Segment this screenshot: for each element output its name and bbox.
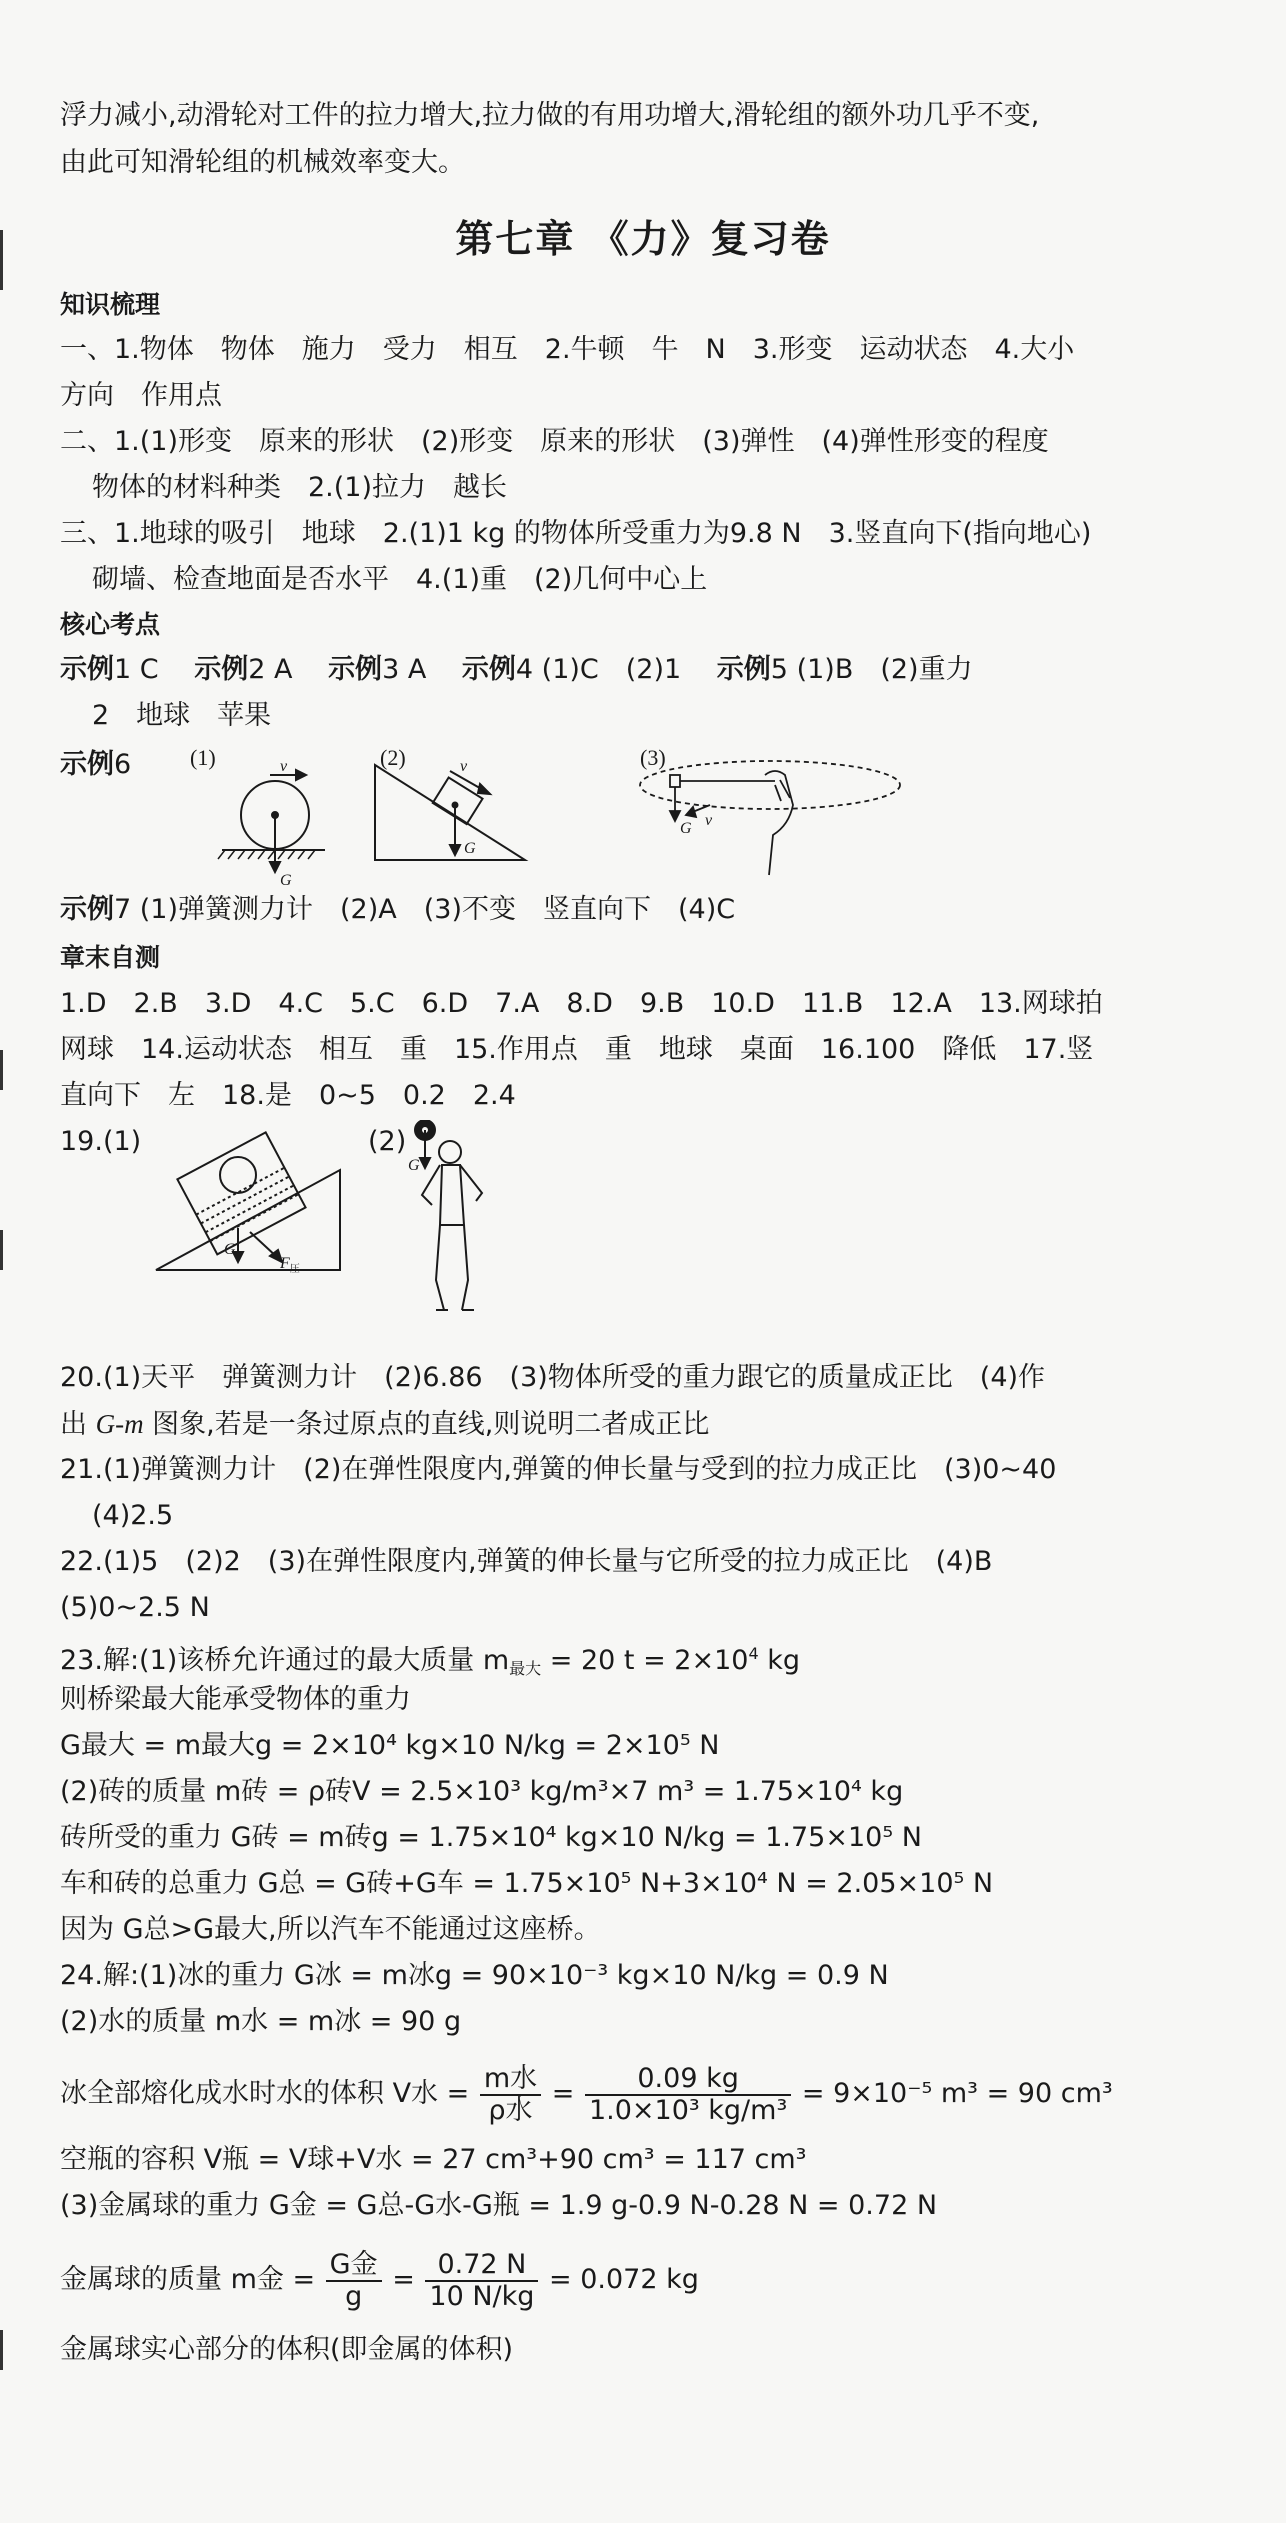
example-answer: A	[265, 654, 320, 685]
text-fragment: 金属球的质量 m金 =	[60, 2264, 324, 2295]
equation-line: (2)水的质量 m水 = m冰 = 90 g	[60, 2006, 462, 2037]
fraction	[326, 2250, 382, 2312]
example-num: 4	[515, 654, 534, 685]
velocity-label: v	[705, 812, 713, 829]
text-line: 直向下 左 18.是 0~5 0.2 2.4	[60, 1080, 516, 1111]
text-line: 由此可知滑轮组的机械效率变大。	[60, 147, 465, 178]
equation-line: 砖所受的重力 G砖 = m砖g = 1.75×10⁴ kg×10 N/kg = 1.75×10⁵ N	[60, 1822, 922, 1853]
gravity-label: G	[464, 840, 476, 857]
velocity-label: v	[460, 758, 468, 775]
example-num: 5	[770, 654, 788, 685]
example-answer: (1)C (2)1	[533, 654, 709, 685]
text-line: 22.(1)5 (2)2 (3)在弹性限度内,弹簧的伸长量与它所受的拉力成正比 (4)B	[60, 1546, 993, 1577]
binding-edge-mark	[0, 2330, 3, 2370]
example-answer: (1)弹簧测力计 (2)A (3)不变 竖直向下 (4)C	[131, 894, 736, 925]
block-on-incline-figure	[375, 765, 525, 860]
fraction	[425, 2250, 538, 2312]
example-label: 示例	[328, 654, 383, 685]
equation-line: 车和砖的总重力 G总 = G砖+G车 = 1.75×10⁵ N+3×10⁴ N = 2.05×10⁵ N	[60, 1868, 994, 1899]
text-line	[60, 1404, 709, 1445]
numerator: G金	[326, 2250, 382, 2282]
example-label: 示例	[60, 749, 114, 780]
example-label: 示例	[60, 894, 114, 925]
text-line: 则桥梁最大能承受物体的重力	[60, 1684, 411, 1715]
q19-label: 19.(1)	[60, 1126, 142, 1157]
example-num: 1	[114, 654, 132, 685]
equation-line: (2)砖的质量 m砖 = ρ砖V = 2.5×10³ kg/m³×7 m³ = 1.75×10⁴ kg	[60, 1776, 904, 1807]
text-fragment: 图象,若是一条过原点的直线,则说明二者成正比	[143, 1409, 710, 1440]
text-line: 1.D 2.B 3.D 4.C 5.C 6.D 7.A 8.D 9.B 10.D 11.B 12.A 13.网球拍	[60, 988, 1103, 1019]
gravity-label: G	[680, 820, 692, 837]
numerator: 0.72 N	[425, 2250, 538, 2282]
denominator: g	[345, 2280, 363, 2312]
pressure-force-label: $F_压$	[280, 1255, 300, 1275]
numerator: 0.09 kg	[585, 2064, 791, 2096]
math-variable: G-m	[95, 1409, 144, 1439]
text-line: (5)0~2.5 N	[60, 1592, 210, 1623]
text-fragment: = 0.072 kg	[540, 2264, 699, 2295]
example-6-label	[60, 745, 131, 785]
text-fragment: = 9×10⁻⁵ m³ = 90 cm³	[793, 2078, 1113, 2109]
example-num: 3	[382, 654, 400, 685]
example-label: 示例	[461, 654, 516, 685]
text-fragment: 出	[60, 1409, 96, 1440]
example-num: 6	[114, 749, 132, 780]
example-answer: A	[399, 654, 454, 685]
text-fragment: kg	[758, 1645, 800, 1676]
q19-figures	[150, 1120, 570, 1340]
example-6-figures	[150, 735, 950, 885]
section-heading: 知识梳理	[60, 290, 161, 319]
gravity-label: G	[224, 1241, 236, 1258]
text-line: 方向 作用点	[60, 380, 222, 411]
section-heading: 章末自测	[60, 943, 161, 972]
text-line: 金属球实心部分的体积(即金属的体积)	[60, 2334, 514, 2365]
example-num: 2	[248, 654, 266, 685]
fraction	[585, 2064, 791, 2126]
equation-line: G最大 = m最大g = 2×10⁴ kg×10 N/kg = 2×10⁵ N	[60, 1730, 720, 1761]
velocity-label: v	[280, 758, 288, 775]
text-line: 物体的材料种类 2.(1)拉力 越长	[92, 472, 508, 503]
binding-edge-mark	[0, 1230, 3, 1270]
superscript: 4	[748, 1644, 759, 1663]
equation-line: 冰全部熔化成水时水的体积 V水 = $\frac{\text{m水}}{\text{ρ水}}$ = $\frac{0.09 kg}{\text{1.0×10³ kg/m³}}$ = 9×10⁻⁵ m³ = 90 cm³	[60, 2062, 1113, 2126]
fig-label: (2)	[380, 745, 406, 770]
q19-sub-label: (2)	[368, 1126, 407, 1157]
text-line: 三、1.地球的吸引 地球 2.(1)1 kg 的物体所受重力为9.8 N 3.竖直向下(指向地心)	[60, 518, 1092, 549]
gravity-label: G	[408, 1157, 420, 1174]
text-line: 因为 G总>G最大,所以汽车不能通过这座桥。	[60, 1914, 601, 1945]
section-heading: 核心考点	[60, 610, 161, 639]
text-line: 二、1.(1)形变 原来的形状 (2)形变 原来的形状 (3)弹性 (4)弹性形变的程度	[60, 426, 1049, 457]
fig-label: (1)	[190, 745, 216, 770]
gravity-label: G	[280, 872, 292, 885]
example-label: 示例	[60, 654, 114, 685]
text-line: (4)2.5	[92, 1500, 174, 1531]
equation-line: 金属球的质量 m金 = $\frac{\text{G金}}{g}$ = $\frac{0.72 N}{10 N/kg}$ = 0.072 kg	[60, 2248, 699, 2312]
numerator: m水	[480, 2064, 541, 2096]
text-fragment: 23.解:(1)该桥允许通过的最大质量 m	[60, 1645, 510, 1676]
text-fragment: = 20 t = 2×10	[541, 1645, 749, 1676]
denominator: 10 N/kg	[429, 2280, 535, 2312]
equation-line: 24.解:(1)冰的重力 G冰 = m冰g = 90×10⁻³ kg×10 N/kg = 0.9 N	[60, 1960, 889, 1991]
text-line: 21.(1)弹簧测力计 (2)在弹性限度内,弹簧的伸长量与受到的拉力成正比 (3)0~40	[60, 1454, 1057, 1485]
example-label: 示例	[194, 654, 249, 685]
ball-on-ground-figure	[218, 770, 325, 872]
denominator: ρ水	[488, 2094, 533, 2126]
fraction	[480, 2064, 541, 2126]
container-on-incline-figure	[156, 1132, 340, 1270]
example-num: 7	[114, 894, 132, 925]
equation-line: (3)金属球的重力 G金 = G总-G水-G瓶 = 1.9 g-0.9 N-0.28 N = 0.72 N	[60, 2190, 938, 2221]
player-heading-ball-figure	[415, 1120, 482, 1310]
text-line: 20.(1)天平 弹簧测力计 (2)6.86 (3)物体所受的重力跟它的质量成正比 (4)作	[60, 1362, 1046, 1393]
text-fragment: 冰全部熔化成水时水的体积 V水 =	[60, 2078, 478, 2109]
example-7-line	[60, 890, 735, 930]
subscript: 最大	[509, 1659, 542, 1678]
fig-label: (3)	[640, 745, 666, 770]
chapter-title: 第七章 《力》复习卷	[455, 216, 831, 261]
examples-line	[60, 650, 973, 690]
text-line: 砌墙、检查地面是否水平 4.(1)重 (2)几何中心上	[92, 564, 708, 595]
equation-line: 空瓶的容积 V瓶 = V球+V水 = 27 cm³+90 cm³ = 117 cm³	[60, 2144, 807, 2175]
binding-edge-mark	[0, 1050, 3, 1090]
text-line: 一、1.物体 物体 施力 受力 相互 2.牛顿 牛 N 3.形变 运动状态 4.大小	[60, 334, 1075, 365]
example-answer: C	[131, 654, 186, 685]
example-answer: (1)B (2)重力	[787, 654, 973, 685]
denominator: 1.0×10³ kg/m³	[588, 2094, 788, 2126]
text-line: 网球 14.运动状态 相互 重 15.作用点 重 地球 桌面 16.100 降低 17.竖	[60, 1034, 1094, 1065]
example-label: 示例	[716, 654, 771, 685]
text-line: 2 地球 苹果	[92, 700, 272, 731]
text-line: 浮力减小,动滑轮对工件的拉力增大,拉力做的有用功增大,滑轮组的额外功几乎不变,	[60, 100, 1040, 131]
circular-motion-figure	[640, 761, 900, 875]
